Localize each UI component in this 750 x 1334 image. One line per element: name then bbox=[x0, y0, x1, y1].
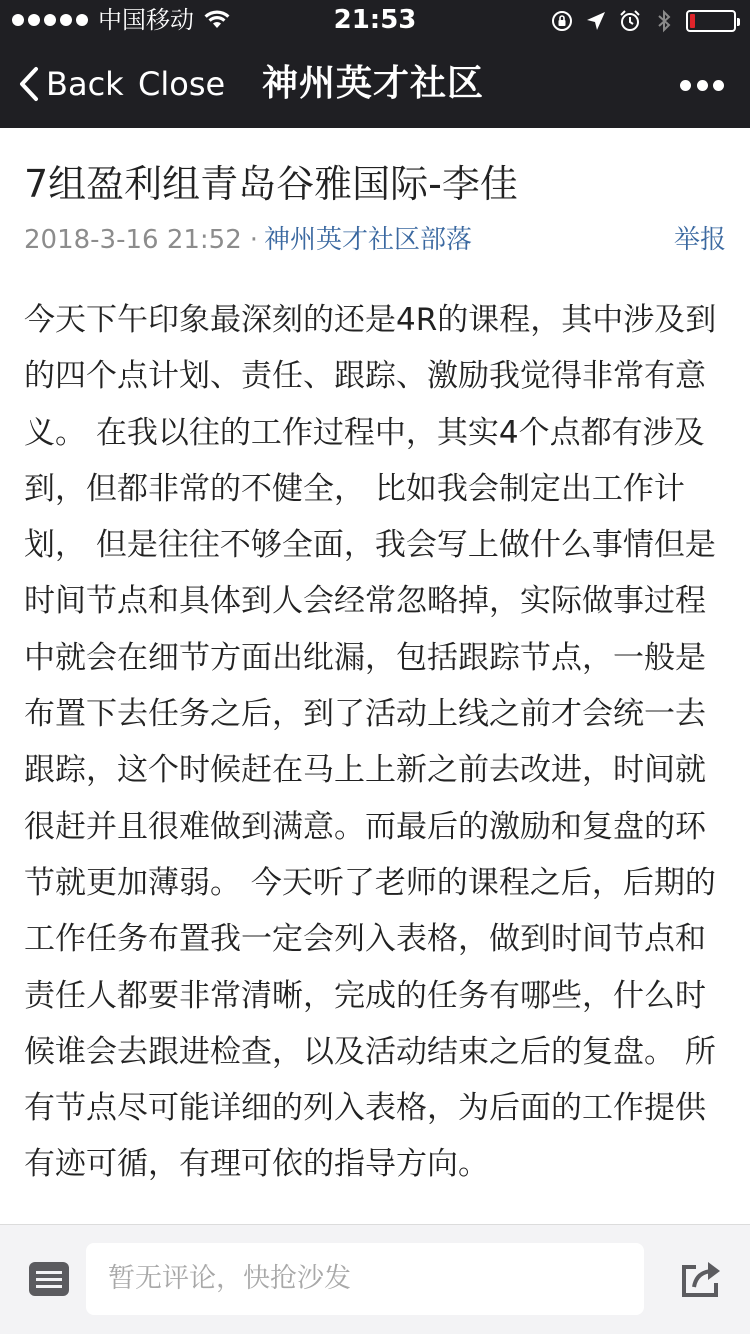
report-link[interactable]: 举报 bbox=[673, 225, 726, 255]
more-icon[interactable] bbox=[680, 78, 724, 92]
bluetooth-icon bbox=[652, 9, 676, 33]
status-bar bbox=[0, 0, 750, 40]
rotation-lock-icon bbox=[550, 9, 574, 33]
battery-icon bbox=[686, 10, 736, 32]
page-title: 神州英才社区 bbox=[262, 63, 485, 104]
bottom-bar bbox=[0, 1224, 750, 1334]
navigation-bar bbox=[0, 40, 750, 128]
chevron-left-icon bbox=[18, 66, 40, 102]
alarm-icon bbox=[618, 9, 642, 33]
comment-input[interactable]: 暂无评论，快抢沙发 bbox=[86, 1243, 644, 1315]
location-icon bbox=[584, 9, 608, 33]
status-bar-right bbox=[550, 8, 736, 34]
back-label: Back bbox=[46, 65, 124, 103]
meta-separator: · bbox=[249, 225, 259, 255]
article-body bbox=[24, 292, 726, 1193]
share-icon[interactable] bbox=[680, 1257, 724, 1299]
article-paragraph: 今天下午印象最深刻的还是4R的课程，其中涉及到的四个点计划、责任、跟踪、激励我觉得非常有意义。 在我以往的工作过程中，其实4个点都有涉及到，但都非常的不健全， 比如我会制定出工作计划， 但是往往不够全面，我会写上做什么事情但是时间节点和具体到人会经常忽略掉，实际做事过程中就会在细节方面出纰漏，包括跟踪节点，一般是布置下去任务之后，到了活动上线之前才会统一去跟踪，这个时候赶在马上上新之前去改进，时间就很赶并且很难做到满意。而最后的激励和复盘的环节就更加薄弱。 今天听了老师的课程之后，后期的工作任务布置我一定会列入表格，做到时间节点和责任人都要非常清晰，完成的任务有哪些，什么时候谁会去跟进检查，以及活动结束之后的复盘。 所有节点尽可能详细的列入表格，为后面的工作提供有迹可循，有理可依的指导方向。 bbox=[24, 302, 717, 1183]
close-button[interactable]: Close bbox=[138, 65, 226, 103]
carrier-name: 中国移动 bbox=[98, 6, 194, 34]
author-link[interactable]: 神州英才社区部落 bbox=[264, 225, 473, 255]
status-time: 21:53 bbox=[333, 5, 417, 35]
comments-icon[interactable] bbox=[28, 1261, 70, 1297]
article-date: 2018-3-16 21:52 bbox=[24, 225, 242, 255]
article-title: 7组盈利组青岛谷雅国际-李佳 bbox=[24, 162, 518, 206]
back-button[interactable] bbox=[18, 62, 124, 106]
article-meta bbox=[24, 220, 726, 260]
